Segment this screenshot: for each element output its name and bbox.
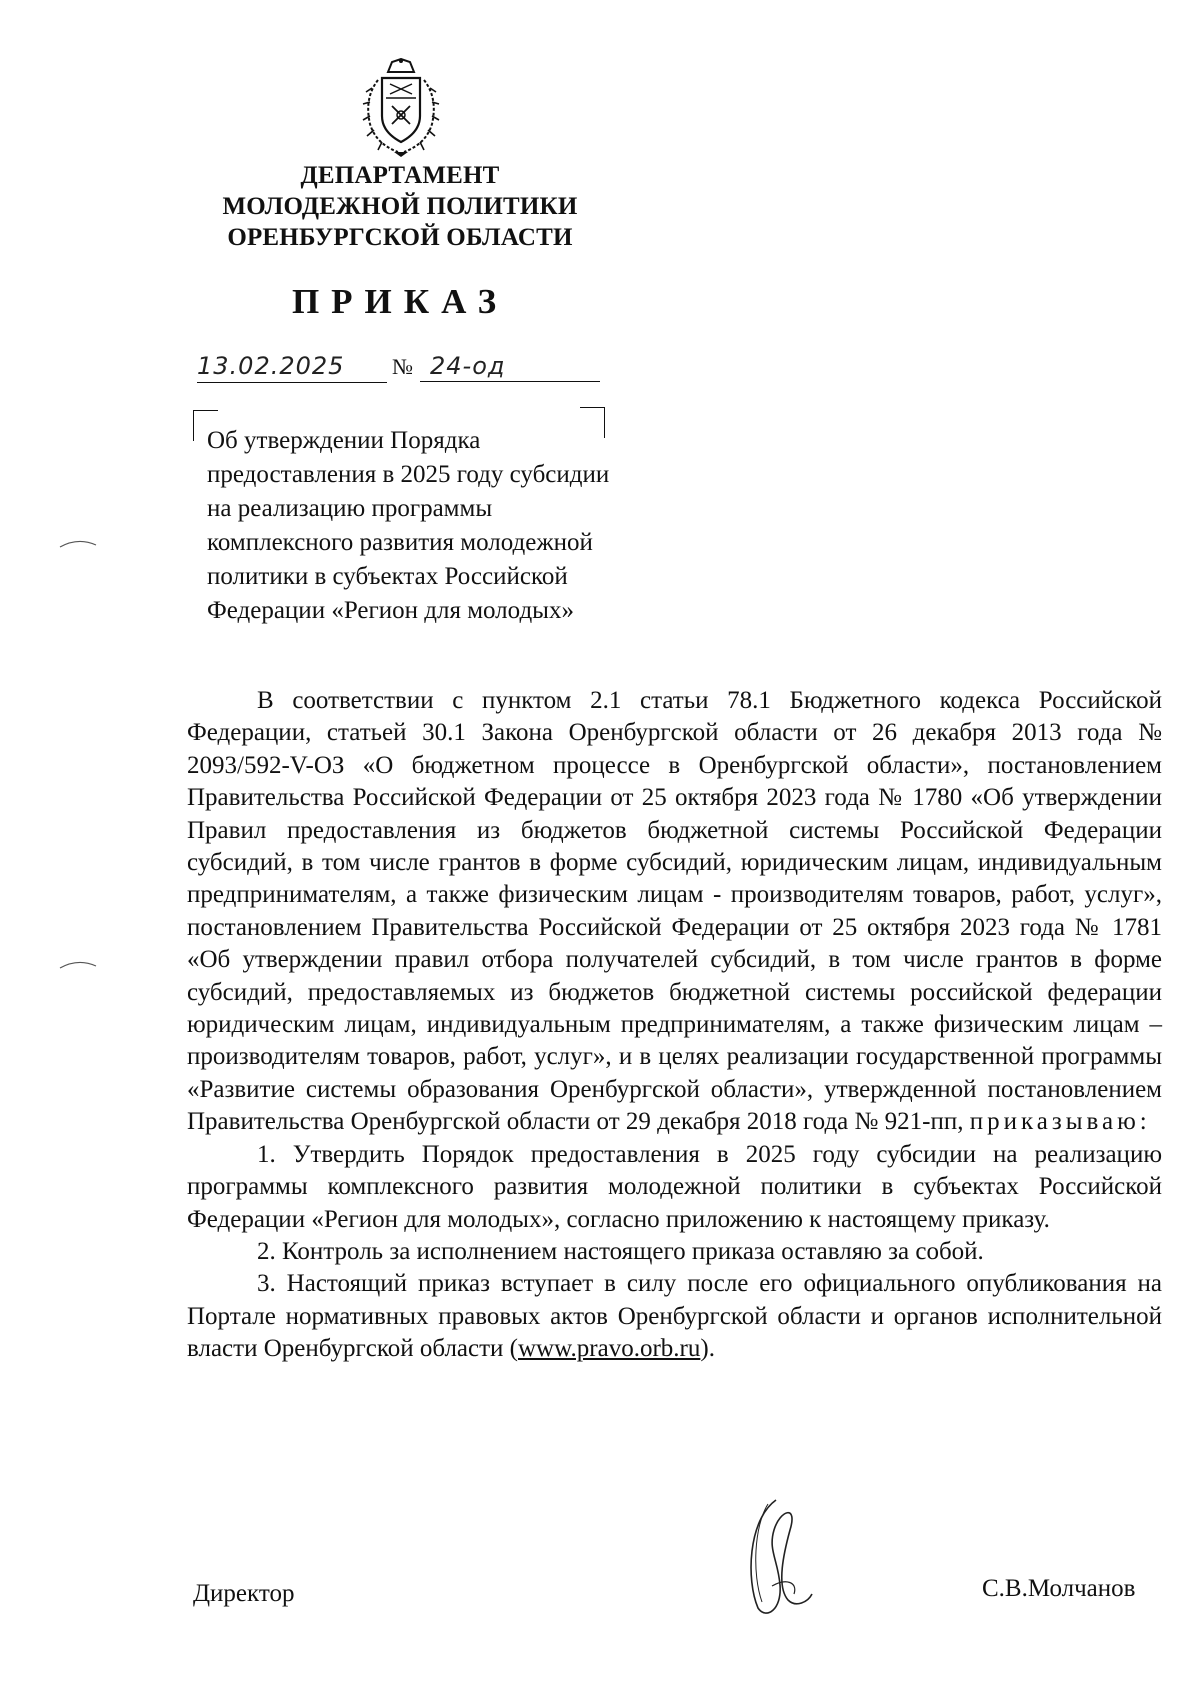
preamble-text: В соответствии с пунктом 2.1 статьи 78.1 Бюджетного кодекса Российской Федерации, статьей 30.1 Закона Оренбургской области от 26 декабря 2013 года № 2093/592-V-ОЗ «О бюджетном процессе в Оренбургской области», постановлением Правительства Российской Федерации от 25 октября 2023 года № 1780 «Об утверждении Правил предоставления из бюджетов бюджетной системы Российской Федерации субсидий, в том числе грантов в форме субсидий, юридическим лицам, индивидуальным предпринимателям, а также физическим лицам - производителям товаров, работ, услуг», постановлением Правительства Российской Федерации от 25 октября 2023 года № 1781 «Об утверждении правил отбора получателей субсидий, в том числе грантов в форме субсидий, предоставляемых из бюджетов бюджетной системы российской федерации юридическим лицам, индивидуальным предпринимателям, а также физическим лицам – производителям товаров, работ, услуг», и в целях реализации государственной программы «Развитие системы образования Оренбургской области», утвержденной постановлением Правительства Оренбургской области от 29 декабря 2018 года № 921-пп,	[187, 687, 1162, 1136]
order-item-1: 1. Утвердить Порядок предоставления в 2025 году субсидии на реализацию программы комплексного развития молодежной политики в субъектах Российской Федерации «Регион для молодых», согласно приложению к настоящему приказу.	[187, 1140, 1162, 1233]
order-word: приказываю:	[969, 1108, 1151, 1136]
handwritten-signature	[728, 1490, 838, 1620]
department-title-line-1: ДЕПАРТАМЕНТ	[300, 162, 500, 189]
item-3-text: 3. Настоящий приказ вступает в силу после его официального опубликования на Портале нормативных правовых актов Оренбургской области и органов исполнительной власти Оренбургской области (	[187, 1270, 1162, 1363]
subject-line: Об утверждении Порядка	[207, 427, 481, 454]
subject-line: на реализацию программы	[207, 495, 493, 522]
subject-line: политики в субъектах Российской	[207, 563, 568, 590]
scan-punch-mark-bottom	[58, 958, 98, 970]
coat-of-arms-emblem	[358, 58, 444, 158]
order-body	[187, 685, 1162, 1366]
subject-line: комплексного развития молодежной	[207, 529, 593, 556]
document-type-heading: ПРИКАЗ	[291, 282, 509, 321]
signer-position: Директор	[193, 1580, 295, 1607]
scan-punch-mark-top	[58, 537, 98, 549]
order-item-3	[187, 1268, 1162, 1365]
item-3-end: ).	[700, 1335, 715, 1363]
preamble-paragraph	[187, 685, 1162, 1139]
order-date: 13.02.2025	[197, 352, 387, 383]
order-number: 24-од	[420, 352, 600, 382]
order-item-2: 2. Контроль за исполнением настоящего приказа оставляю за собой.	[257, 1237, 984, 1265]
subject-line: Федерации «Регион для молодых»	[207, 597, 574, 624]
department-title-line-3: ОРЕНБУРГСКОЙ ОБЛАСТИ	[227, 224, 573, 251]
department-title	[170, 160, 630, 253]
subject-line: предоставления в 2025 году субсидии	[207, 461, 610, 488]
order-subject	[207, 424, 677, 628]
number-sign: №	[392, 354, 413, 379]
department-title-line-2: МОЛОДЕЖНОЙ ПОЛИТИКИ	[222, 193, 578, 220]
signer-name: С.В.Молчанов	[982, 1575, 1136, 1602]
portal-link[interactable]: www.pravo.orb.ru	[518, 1335, 701, 1363]
